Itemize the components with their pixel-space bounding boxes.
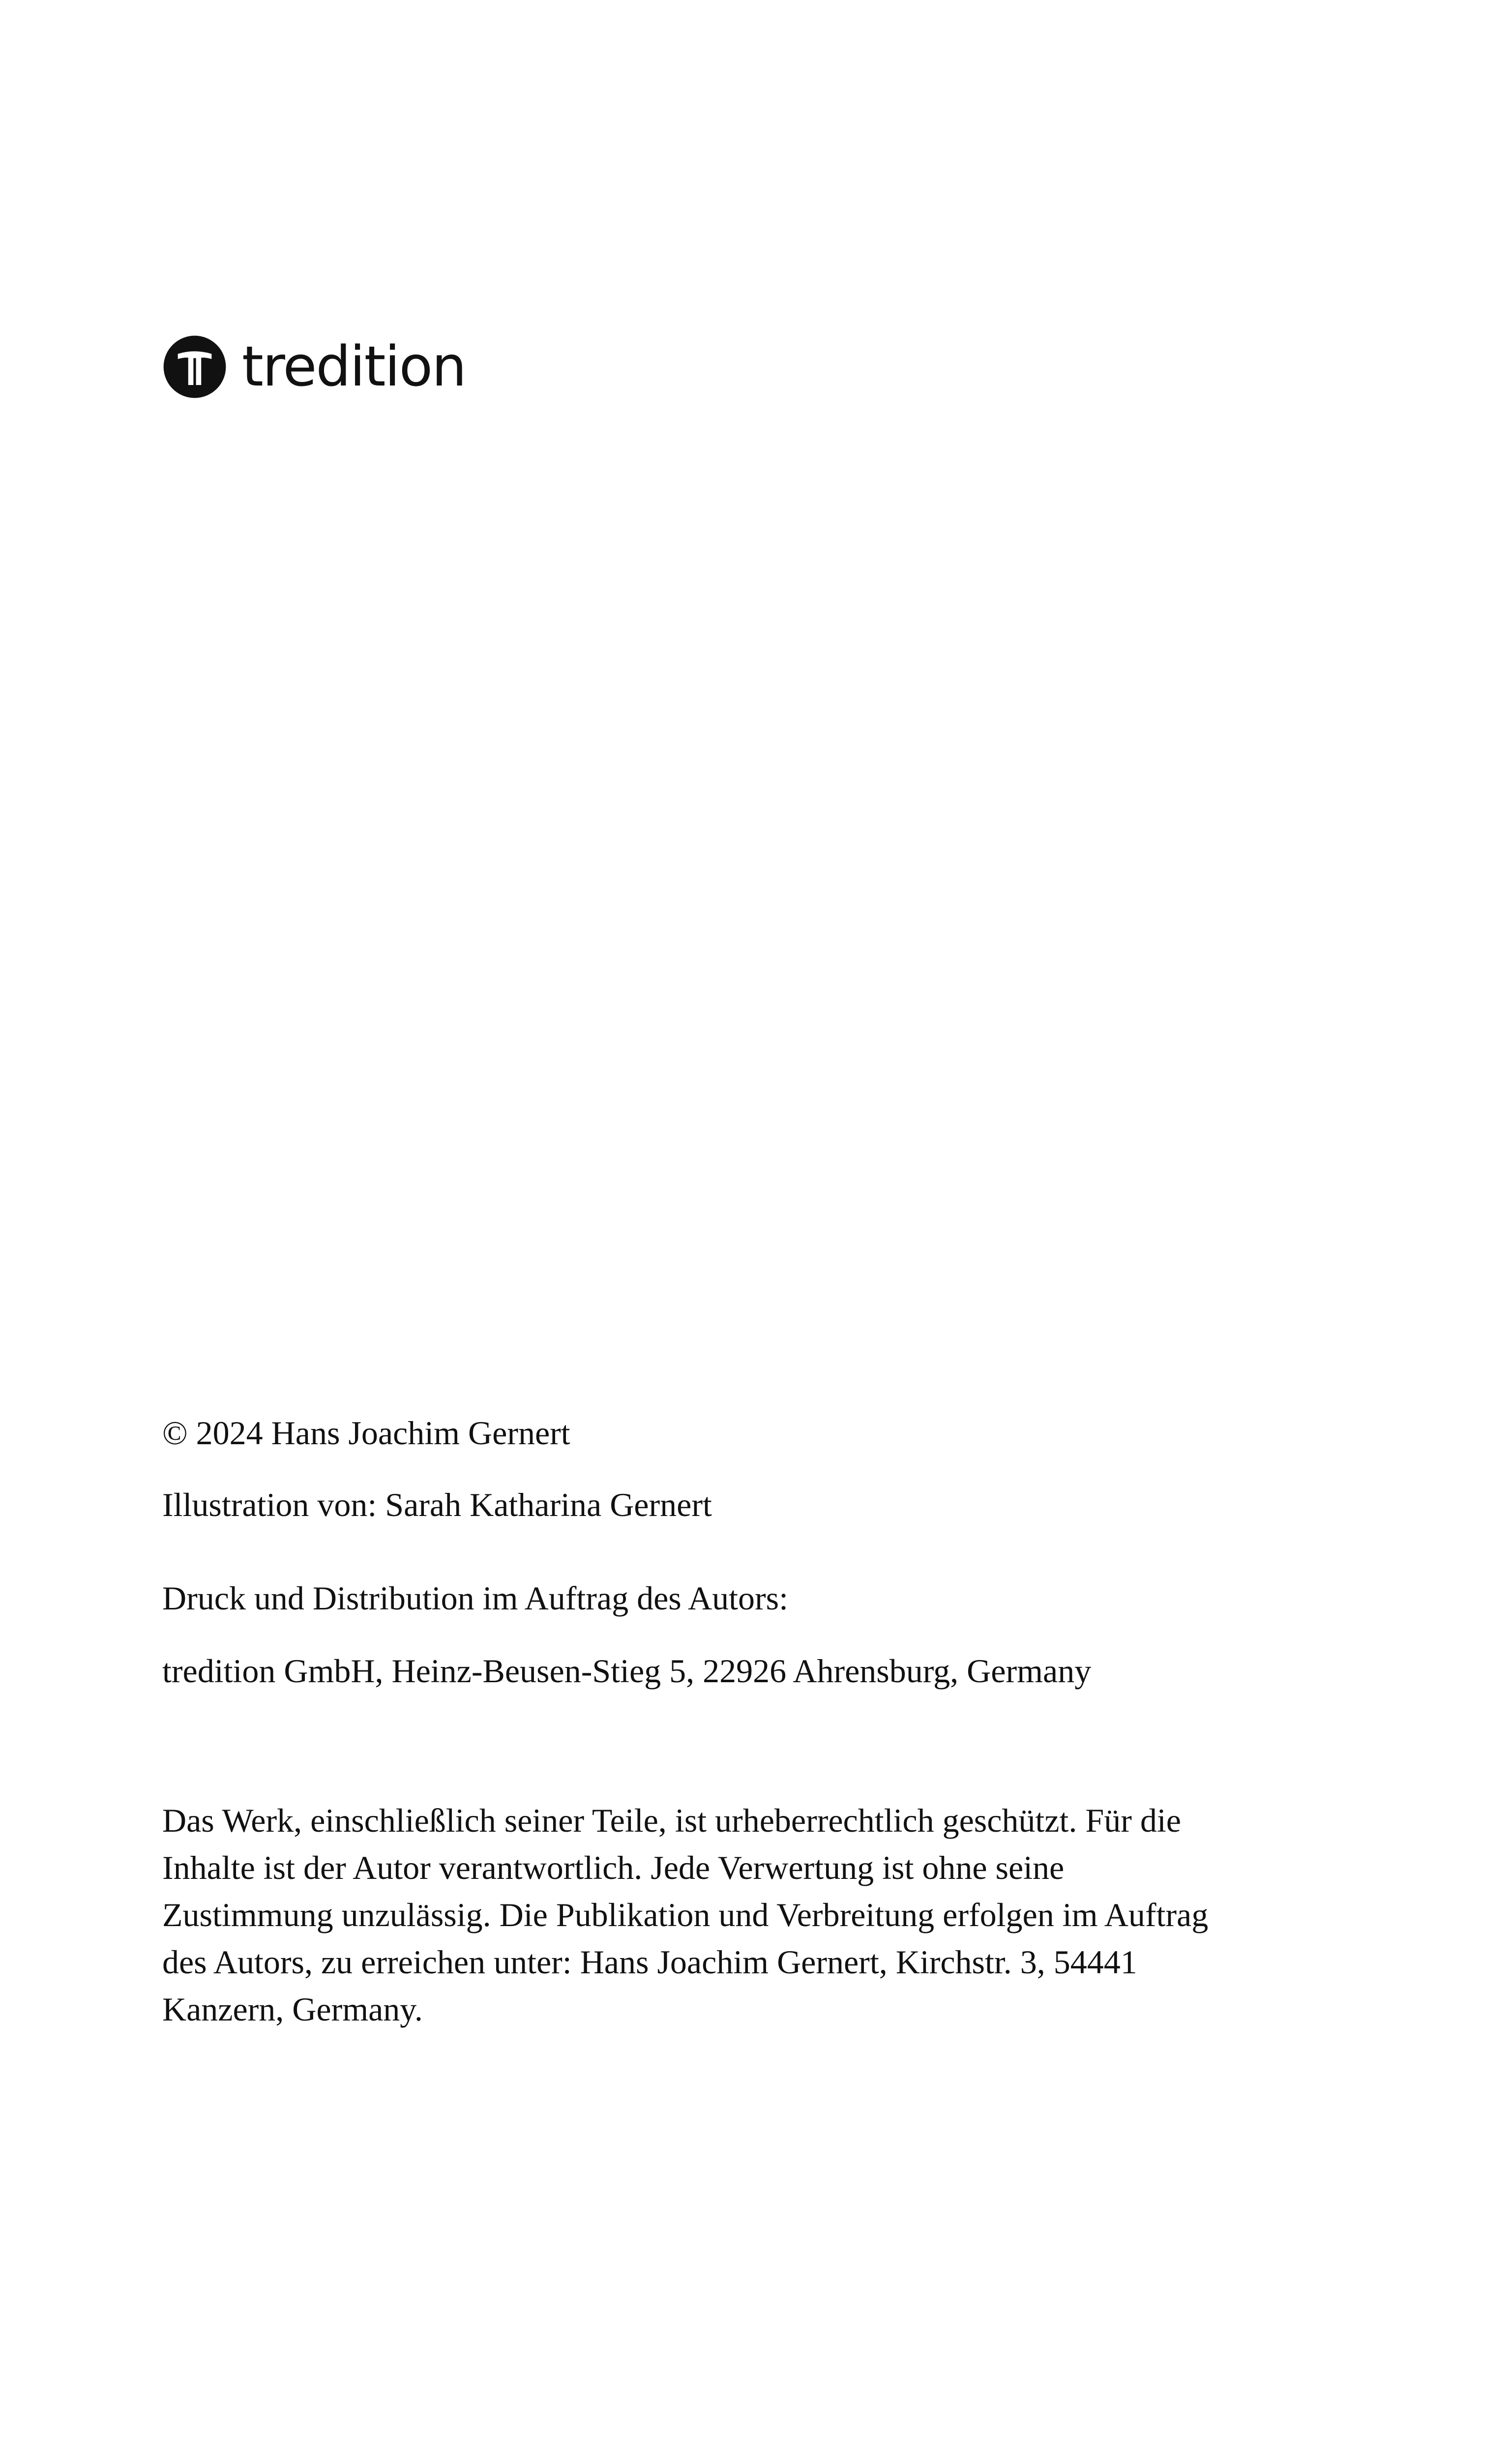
tredition-logo-icon	[162, 334, 227, 399]
legal-notice-line: Das Werk, einschließlich seiner Teile, ist urheberrechtlich geschützt. Für die	[162, 1802, 1181, 1839]
legal-notice-line: Kanzern, Germany.	[162, 1991, 423, 2028]
copyright-line: © 2024 Hans Joachim Gernert	[162, 1414, 570, 1452]
legal-notice	[162, 1797, 1421, 2033]
publisher-address: tredition GmbH, Heinz-Beusen-Stieg 5, 22926 Ahrensburg, Germany	[162, 1652, 1092, 1690]
publisher-logo	[162, 332, 466, 401]
legal-notice-line: des Autors, zu erreichen unter: Hans Joachim Gernert, Kirchstr. 3, 54441	[162, 1943, 1137, 1981]
legal-notice-line: Zustimmung unzulässig. Die Publikation und Verbreitung erfolgen im Auftrag	[162, 1896, 1209, 1933]
logo-wordmark: tredition	[242, 335, 466, 399]
illustration-credit: Illustration von: Sarah Katharina Gernert	[162, 1486, 712, 1523]
legal-notice-line: Inhalte ist der Autor verantwortlich. Jede Verwertung ist ohne seine	[162, 1849, 1065, 1886]
print-distribution-line: Druck und Distribution im Auftrag des Autors:	[162, 1579, 789, 1617]
